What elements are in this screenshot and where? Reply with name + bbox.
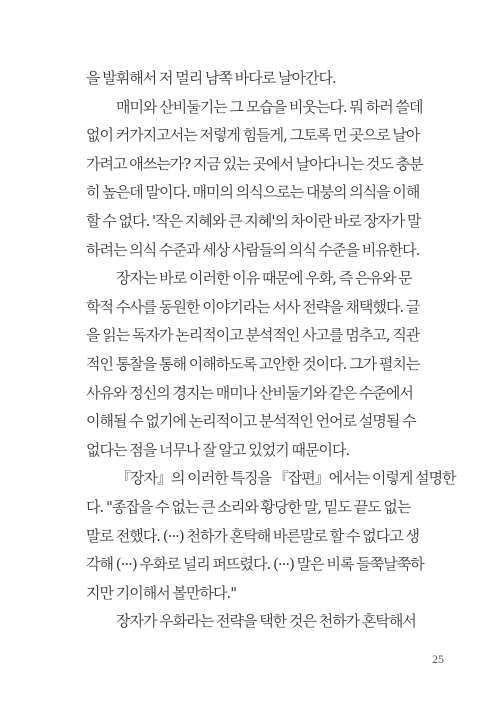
text-line: 을 발휘해서 저 멀리 남쪽 바다로 날아간다.: [86, 69, 336, 87]
text-line: 히 높은데 말이다. 매미의 의식으로는 대붕의 의식을 이해: [86, 183, 420, 202]
paragraph-quote: [86, 464, 456, 607]
text-line: 하려는 의식 수준과 세상 사람들의 의식 수준을 비유한다.: [86, 240, 420, 259]
text-line: 가려고 애쓰는가? 지금 있는 곳에서 날아다니는 것도 충분: [86, 154, 423, 173]
text-line: 다. "종잡을 수 없는 큰 소리와 황당한 말, 밑도 끝도 없는: [86, 497, 411, 516]
paragraph-strategy: [86, 264, 430, 464]
text-line: 매미와 산비둘기는 그 모습을 비웃는다. 뭐 하러 쓸데: [116, 97, 423, 116]
page-number: 25: [432, 652, 444, 666]
text-line: 이해될 수 없기에 논리적이고 분석적인 언어로 설명될 수: [86, 412, 416, 431]
text-line: 적인 통찰을 통해 이해하도록 고안한 것이다. 그가 펼치는: [86, 354, 420, 373]
paragraph-final: [86, 607, 430, 636]
text-line: 각해 (···) 우화로 널리 퍼뜨렸다. (···) 말은 비록 들쭉날쭉하: [86, 555, 424, 574]
text-line: 『장자』의 이러한 특징을 『잡편』에서는 이렇게 설명한: [116, 469, 456, 488]
text-line: 학적 수사를 동원한 이야기라는 서사 전략을 채택했다. 글: [86, 297, 420, 316]
text-line: 사유와 정신의 경지는 매미나 산비둘기와 같은 수준에서: [86, 383, 413, 402]
text-line: 장자가 우화라는 전략을 택한 것은 천하가 혼탁해서: [116, 612, 416, 631]
text-line: 장자는 바로 이러한 이유 때문에 우화, 즉 은유와 문: [116, 269, 412, 288]
text-line: 지만 기이해서 볼만하다.": [86, 583, 237, 602]
page-body: [86, 64, 456, 636]
text-line: 없다는 점을 너무나 잘 알고 있었기 때문이다.: [86, 440, 350, 459]
paragraph-continuation: [86, 64, 430, 93]
text-line: 할 수 없다. '작은 지혜와 큰 지혜'의 차이란 바로 장자가 말: [86, 211, 421, 230]
text-line: 말로 전했다. (···) 천하가 혼탁해 바른말로 할 수 없다고 생: [86, 526, 419, 545]
paragraph-maemi: [86, 93, 430, 265]
text-line: 을 읽는 독자가 논리적이고 분석적인 사고를 멈추고, 직관: [86, 326, 420, 345]
text-line: 없이 커가지고서는 저렇게 힘들게, 그토록 먼 곳으로 날아: [86, 126, 420, 145]
